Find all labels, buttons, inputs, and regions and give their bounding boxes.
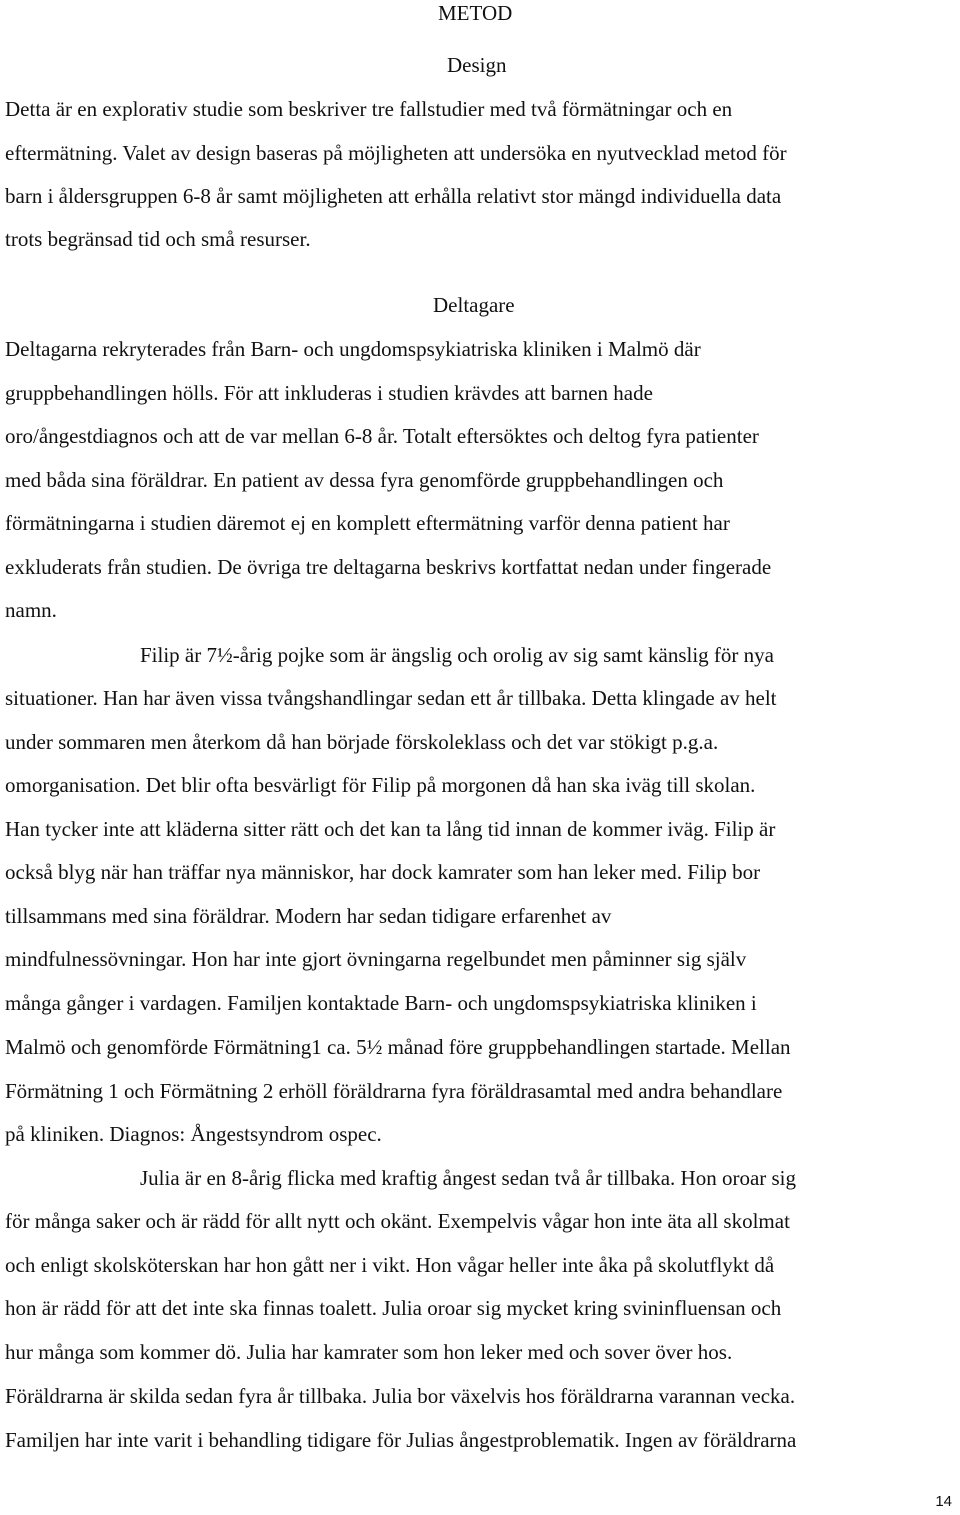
paragraph-line: hon är rädd för att det inte ska finnas toalett. Julia oroar sig mycket kring svininfluensan och (5, 1296, 782, 1320)
paragraph-line: också blyg när han träffar nya människor, har dock kamrater som han leker med. Filip bor (5, 860, 761, 884)
paragraph-line: under sommaren men återkom då han började förskoleklass och det var stökigt p.g.a. (5, 730, 719, 754)
paragraph-line: situationer. Han har även vissa tvångshandlingar sedan ett år tillbaka. Detta klingade av helt (5, 686, 777, 710)
paragraph-line: Familjen har inte varit i behandling tidigare för Julias ångestproblematik. Ingen av föräldrarna (5, 1428, 797, 1452)
section-title: METOD (438, 1, 513, 25)
paragraph-line: med båda sina föräldrar. En patient av dessa fyra genomförde gruppbehandlingen och (5, 468, 724, 492)
paragraph-line: oro/ångestdiagnos och att de var mellan 6-8 år. Totalt eftersöktes och deltog fyra patienter (5, 424, 759, 448)
page-number: 14 (935, 1493, 952, 1510)
participants-heading: Deltagare (433, 293, 515, 317)
paragraph-line: och enligt skolsköterskan har hon gått ner i vikt. Hon vågar heller inte åka på skolutflykt då (5, 1253, 775, 1277)
paragraph-line: Filip är 7½-årig pojke som är ängslig och orolig av sig samt känslig för nya (140, 643, 774, 667)
paragraph-line: gruppbehandlingen hölls. För att inkluderas i studien krävdes att barnen hade (5, 381, 653, 405)
paragraph-line: Han tycker inte att kläderna sitter rätt och det kan ta lång tid innan de kommer iväg. Filip är (5, 817, 776, 841)
paragraph-line: Deltagarna rekryterades från Barn- och ungdomspsykiatriska kliniken i Malmö där (5, 337, 701, 361)
paragraph-line: namn. (5, 598, 57, 622)
paragraph-line: eftermätning. Valet av design baseras på möjligheten att undersöka en nyutvecklad metod för (5, 141, 787, 165)
paragraph-line: hur många som kommer dö. Julia har kamrater som hon leker med och sover över hos. (5, 1340, 733, 1364)
paragraph-line: förmätningarna i studien däremot ej en komplett eftermätning varför denna patient har (5, 511, 730, 535)
paragraph-line: exkluderats från studien. De övriga tre deltagarna beskrivs kortfattat nedan under fingerade (5, 555, 772, 579)
design-heading: Design (447, 53, 507, 77)
paragraph-line: tillsammans med sina föräldrar. Modern har sedan tidigare erfarenhet av (5, 904, 612, 928)
paragraph-line: Föräldrarna är skilda sedan fyra år tillbaka. Julia bor växelvis hos föräldrarna varannan vecka. (5, 1384, 796, 1408)
paragraph-line: mindfulnessövningar. Hon har inte gjort övningarna regelbundet men påminner sig själv (5, 947, 747, 971)
paragraph-line: för många saker och är rädd för allt nytt och okänt. Exempelvis vågar hon inte äta all skolmat (5, 1209, 790, 1233)
paragraph-line: Förmätning 1 och Förmätning 2 erhöll föräldrarna fyra föräldrasamtal med andra behandlare (5, 1079, 783, 1103)
paragraph-line: Julia är en 8-årig flicka med kraftig ångest sedan två år tillbaka. Hon oroar sig (140, 1166, 797, 1190)
paragraph-line: omorganisation. Det blir ofta besvärligt för Filip på morgonen då han ska iväg till skolan. (5, 773, 756, 797)
paragraph-line: trots begränsad tid och små resurser. (5, 227, 311, 251)
paragraph-line: många gånger i vardagen. Familjen kontaktade Barn- och ungdomspsykiatriska kliniken i (5, 991, 757, 1015)
paragraph-line: Malmö och genomförde Förmätning1 ca. 5½ månad före gruppbehandlingen startade. Mellan (5, 1035, 791, 1059)
paragraph-line: Detta är en explorativ studie som beskriver tre fallstudier med två förmätningar och en (5, 97, 733, 121)
paragraph-line: barn i åldersgruppen 6-8 år samt möjligheten att erhålla relativt stor mängd individuella data (5, 184, 782, 208)
paragraph-line: på kliniken. Diagnos: Ångestsyndrom ospec. (5, 1122, 382, 1146)
